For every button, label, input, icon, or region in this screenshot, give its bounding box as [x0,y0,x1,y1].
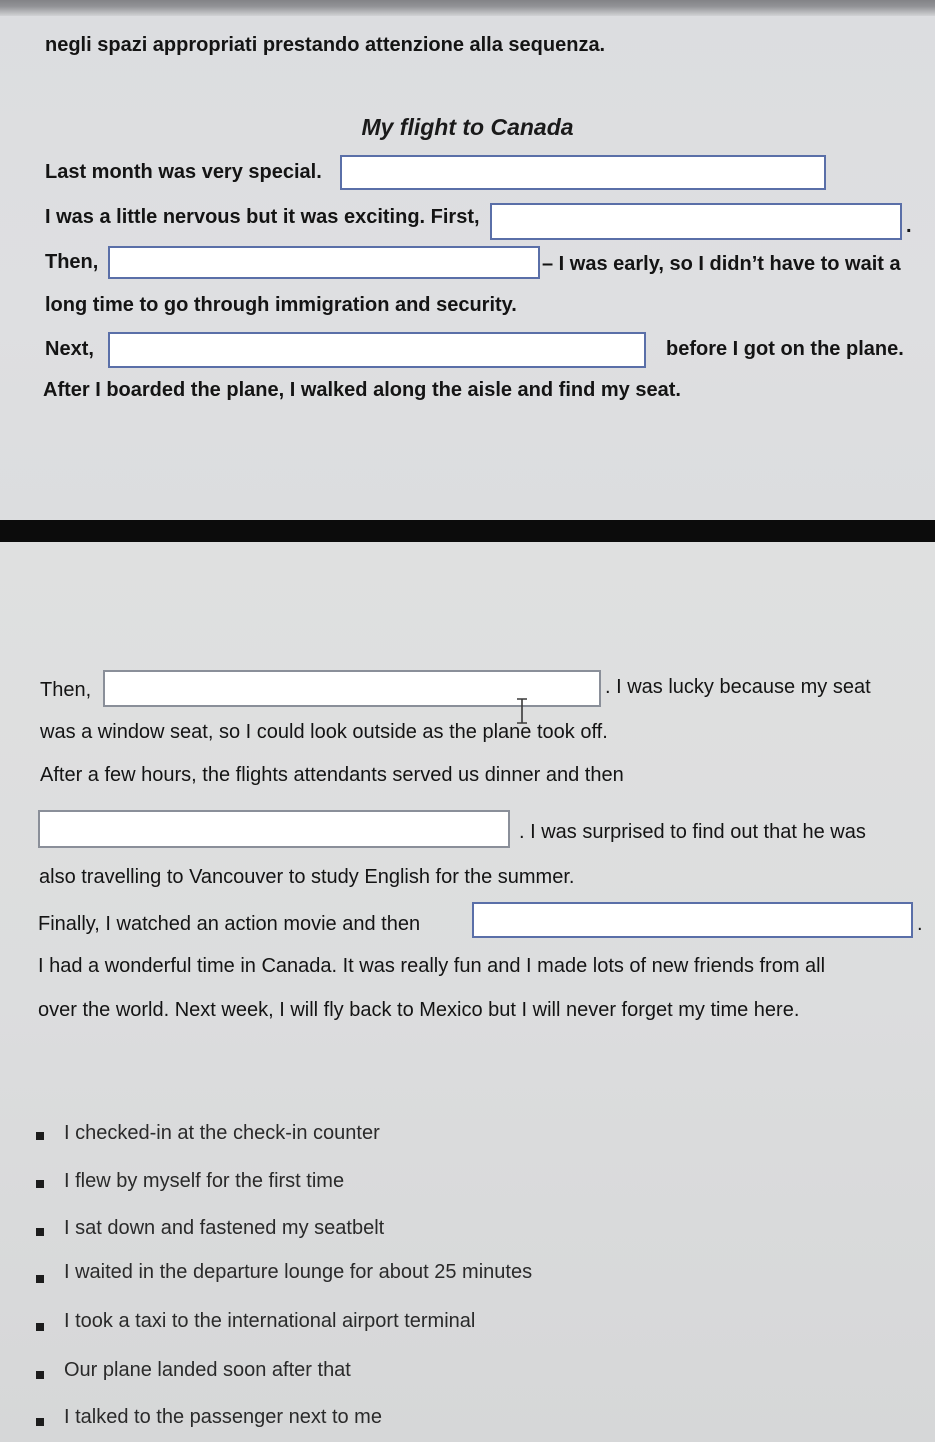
line7-prefix: Then, [40,679,92,701]
bullet-icon [36,1132,44,1140]
blank-3[interactable] [108,246,540,279]
worksheet-top [0,0,935,520]
option-3[interactable]: I sat down and fastened my seatbelt [64,1217,385,1239]
blank-2[interactable] [490,203,902,240]
option-7[interactable]: I talked to the passenger next to me [64,1406,382,1428]
blank-6[interactable] [38,810,510,848]
option-1[interactable]: I checked-in at the check-in counter [64,1122,380,1144]
option-6[interactable]: Our plane landed soon after that [64,1359,351,1381]
bullet-icon [36,1323,44,1331]
line1-prefix: Last month was very special. [45,161,322,183]
line2-suffix: . [906,215,912,237]
line3-suffix: – I was early, so I didn’t have to wait a [542,253,901,275]
line12-suffix: . [917,913,923,935]
line5-suffix: before I got on the plane. [666,338,904,360]
bullet-icon [36,1228,44,1236]
line6: After I boarded the plane, I walked along the aisle and find my seat. [43,379,681,401]
line5-prefix: Next, [45,338,94,360]
option-5[interactable]: I took a taxi to the international airport terminal [64,1310,476,1332]
bullet-icon [36,1275,44,1283]
screen-divider [0,520,935,542]
line9: After a few hours, the flights attendants served us dinner and then [40,764,624,786]
line12-prefix: Finally, I watched an action movie and then [38,913,421,935]
blank-1[interactable] [340,155,826,190]
line14: over the world. Next week, I will fly back to Mexico but I will never forget my time here. [38,999,800,1021]
blank-4[interactable] [108,332,646,368]
line7-suffix: . I was lucky because my seat [605,676,871,698]
line13: I had a wonderful time in Canada. It was really fun and I made lots of new friends from all [38,955,826,977]
bullet-icon [36,1418,44,1426]
option-4[interactable]: I waited in the departure lounge for about 25 minutes [64,1261,533,1283]
line3-prefix: Then, [45,251,99,273]
bullet-icon [36,1371,44,1379]
story-title: My flight to Canada [361,114,574,140]
instructions: negli spazi appropriati prestando attenzione alla sequenza. [45,34,606,56]
bullet-icon [36,1180,44,1188]
line10-suffix: . I was surprised to find out that he was [519,821,866,843]
line2-prefix: I was a little nervous but it was exciting. First, [45,206,480,228]
line8: was a window seat, so I could look outside as the plane took off. [40,721,608,743]
line11: also travelling to Vancouver to study English for the summer. [39,866,575,888]
cut-off-header [0,0,935,16]
line4: long time to go through immigration and security. [45,294,517,316]
blank-7[interactable] [472,902,913,938]
option-2[interactable]: I flew by myself for the first time [64,1170,345,1192]
